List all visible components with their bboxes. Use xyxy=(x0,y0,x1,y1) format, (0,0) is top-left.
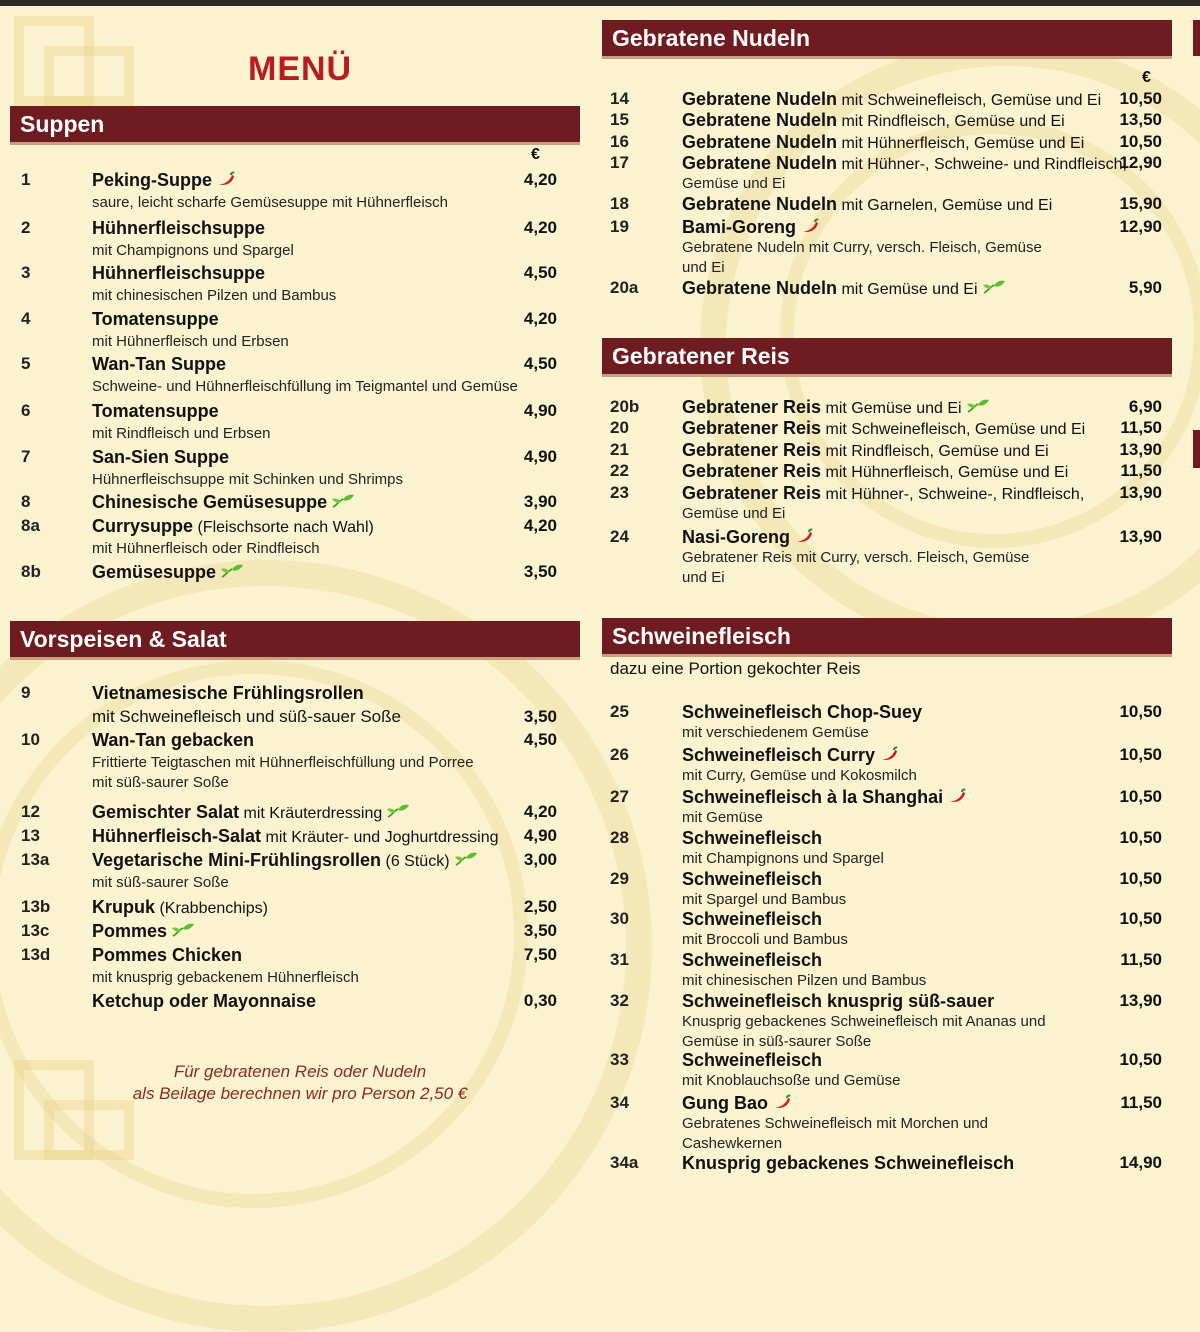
item-number: 16 xyxy=(610,132,629,151)
background-ornament xyxy=(44,1100,134,1160)
right-edge-marker xyxy=(1193,20,1200,56)
item-description: Frittierte Teigtaschen mit Hühnerfleischfüllung und Porree xyxy=(92,754,474,771)
item-title-line xyxy=(92,945,242,966)
item-number: 8b xyxy=(21,562,41,581)
item-number: 26 xyxy=(610,745,629,764)
item-number: 19 xyxy=(610,217,629,236)
item-name: Gebratene Nudeln xyxy=(682,278,838,298)
item-number: 32 xyxy=(610,991,629,1010)
item-price: 4,90 xyxy=(523,447,557,466)
item-number: 24 xyxy=(610,527,629,546)
item-name: Gebratene Nudeln xyxy=(682,89,838,109)
item-name: Bami-Goreng xyxy=(682,217,797,237)
item-price: 4,20 xyxy=(523,218,557,237)
item-description: Gebratene Nudeln mit Curry, versch. Fleisch, Gemüse xyxy=(682,239,1042,256)
item-name: Hühnerfleischsuppe xyxy=(92,218,266,238)
item-name: Ketchup oder Mayonnaise xyxy=(92,991,317,1011)
item-extra: mit Rindfleisch, Gemüse und Ei xyxy=(821,443,1049,460)
leaf-icon xyxy=(962,400,990,417)
item-price: 10,50 xyxy=(1119,89,1162,108)
item-title-line xyxy=(682,278,1006,299)
item-price: 4,50 xyxy=(523,730,557,749)
item-name: Gebratene Nudeln xyxy=(682,194,838,214)
item-number: 17 xyxy=(610,153,629,172)
item-extra: mit Schweinefleisch, Gemüse und Ei xyxy=(821,421,1086,438)
leaf-icon xyxy=(450,853,478,870)
item-price: 13,50 xyxy=(1119,110,1162,129)
item-price: 3,50 xyxy=(523,707,557,726)
item-number: 8 xyxy=(21,492,31,511)
item-number: 13c xyxy=(21,921,50,940)
item-extra: mit Kräuterdressing xyxy=(239,805,383,822)
item-description: mit Gemüse xyxy=(682,809,763,826)
item-title-line xyxy=(92,802,410,823)
item-price: 13,90 xyxy=(1119,440,1162,459)
item-price: 4,90 xyxy=(523,826,557,845)
item-name: Gebratener Reis xyxy=(682,418,822,438)
section-schwein xyxy=(602,618,1172,1187)
section-nudeln xyxy=(602,20,1172,310)
item-number: 22 xyxy=(610,461,629,480)
item-description: Hühnerfleischsuppe mit Schinken und Shrimps xyxy=(92,471,403,488)
item-name: San-Sien Suppe xyxy=(92,447,230,467)
item-name: Gebratene Nudeln xyxy=(682,110,838,130)
chili-icon xyxy=(768,1096,792,1113)
item-number: 13d xyxy=(21,945,51,964)
item-name: Gebratener Reis xyxy=(682,483,822,503)
item-extra: mit Gemüse und Ei xyxy=(821,400,962,417)
currency-label: € xyxy=(531,146,540,163)
item-description: saure, leicht scharfe Gemüsesuppe mit Hühnerfleisch xyxy=(92,194,449,211)
chili-icon xyxy=(790,530,814,547)
item-price: 4,90 xyxy=(523,401,557,420)
item-description: mit Hühnerfleisch und Erbsen xyxy=(92,333,289,350)
item-name: Gebratener Reis xyxy=(682,397,822,417)
item-title-line xyxy=(682,194,1052,215)
leaf-icon xyxy=(978,281,1006,298)
item-number: 20 xyxy=(610,418,629,437)
item-title-line xyxy=(682,1093,792,1114)
item-name: Gemüsesuppe xyxy=(92,562,217,582)
item-price: 3,50 xyxy=(523,921,557,940)
item-extra: mit Hühnerfleisch, Gemüse und Ei xyxy=(837,135,1085,152)
item-extra: mit Hühner-, Schweine-, Rindfleisch, xyxy=(821,486,1085,503)
item-price: 0,30 xyxy=(523,991,557,1010)
top-border xyxy=(0,0,1200,6)
item-title-line xyxy=(92,170,236,191)
item-price: 12,90 xyxy=(1119,217,1162,236)
item-title-line xyxy=(92,850,478,871)
item-name: Pommes xyxy=(92,921,168,941)
item-number: 18 xyxy=(610,194,629,213)
item-price: 7,50 xyxy=(523,945,557,964)
item-number: 4 xyxy=(21,309,31,328)
item-extra: (Krabbenchips) xyxy=(155,900,268,917)
item-description: mit süß-saurer Soße xyxy=(92,773,229,791)
item-description: Gemüse in süß-saurer Soße xyxy=(682,1032,872,1050)
item-number: 20a xyxy=(610,278,639,297)
item-description: mit chinesischen Pilzen und Bambus xyxy=(92,287,337,304)
item-title-line xyxy=(682,828,822,849)
item-number: 9 xyxy=(21,683,31,702)
item-name: Schweinefleisch Curry xyxy=(682,745,876,765)
item-name: Wan-Tan Suppe xyxy=(92,354,226,374)
item-extra: mit Gemüse und Ei xyxy=(837,281,978,298)
item-price: 11,50 xyxy=(1120,418,1162,437)
item-price: 11,50 xyxy=(1120,950,1162,969)
item-price: 3,00 xyxy=(523,850,557,869)
item-title-line xyxy=(682,461,1068,482)
section-heading: Suppen xyxy=(10,106,580,145)
item-title-line xyxy=(682,702,922,723)
item-price: 3,90 xyxy=(523,492,557,511)
item-name: Tomatensuppe xyxy=(92,309,219,329)
item-title-line xyxy=(682,440,1049,461)
item-name: Gung Bao xyxy=(682,1093,768,1113)
item-description: Cashewkernen xyxy=(682,1134,783,1152)
item-number: 13a xyxy=(21,850,50,869)
item-description: mit Broccoli und Bambus xyxy=(682,931,848,948)
leaf-icon xyxy=(216,565,244,582)
item-price: 10,50 xyxy=(1119,828,1162,847)
item-extra: mit Hühner-, Schweine- und Rindfleisch, xyxy=(837,156,1127,173)
item-name: Tomatensuppe xyxy=(92,401,219,421)
section-note: dazu eine Portion gekochter Reis xyxy=(610,659,861,678)
item-description: mit Curry, Gemüse und Kokosmilch xyxy=(682,767,917,784)
item-title-line xyxy=(682,483,1084,504)
item-number: 3 xyxy=(21,263,31,282)
item-extra: mit Kräuter- und Joghurtdressing xyxy=(261,829,499,846)
section-vorspeisen xyxy=(10,621,580,1021)
item-title-line xyxy=(92,826,499,847)
right-edge-marker xyxy=(1193,430,1200,468)
item-title-line xyxy=(92,447,229,468)
item-name: Hühnerfleischsuppe xyxy=(92,263,266,283)
chili-icon xyxy=(212,173,236,190)
item-price: 2,50 xyxy=(523,897,557,916)
item-title-line xyxy=(682,217,820,238)
item-number: 8a xyxy=(21,516,40,535)
item-name: Schweinefleisch à la Shanghai xyxy=(682,787,944,807)
item-number: 15 xyxy=(610,110,629,129)
item-name: Gebratene Nudeln xyxy=(682,153,838,173)
item-extra: mit Rindfleisch, Gemüse und Ei xyxy=(837,113,1065,130)
item-price: 4,50 xyxy=(523,354,557,373)
item-name: Chinesische Gemüsesuppe xyxy=(92,492,328,512)
item-price: 11,50 xyxy=(1120,1093,1162,1112)
item-title-line xyxy=(92,492,355,513)
item-description: Gebratenes Schweinefleisch mit Morchen und xyxy=(682,1115,988,1132)
item-description: mit Rindfleisch und Erbsen xyxy=(92,425,271,442)
item-title-line xyxy=(682,1153,1014,1174)
section-heading: Schweinefleisch xyxy=(602,618,1172,657)
item-title-line xyxy=(92,562,244,583)
item-price: 4,20 xyxy=(523,802,557,821)
item-price: 10,50 xyxy=(1119,869,1162,888)
item-description: Schweine- und Hühnerfleischfüllung im Teigmantel und Gemüse xyxy=(92,378,518,395)
item-price: 10,50 xyxy=(1119,787,1162,806)
item-title-line xyxy=(92,354,226,375)
chili-icon xyxy=(943,790,967,807)
item-name: Schweinefleisch xyxy=(682,909,823,929)
item-description: mit Champignons und Spargel xyxy=(682,850,884,867)
chili-icon xyxy=(875,748,899,765)
item-title-line xyxy=(682,909,822,930)
item-number: 30 xyxy=(610,909,629,928)
item-name: Schweinefleisch xyxy=(682,828,823,848)
item-price: 5,90 xyxy=(1128,278,1162,297)
item-description: mit knusprig gebackenem Hühnerfleisch xyxy=(92,969,359,986)
item-name: Nasi-Goreng xyxy=(682,527,791,547)
item-title-line xyxy=(682,1050,822,1071)
item-price: 11,50 xyxy=(1120,461,1162,480)
item-title-line xyxy=(682,418,1085,439)
item-number: 13b xyxy=(21,897,51,916)
item-price: 10,50 xyxy=(1119,909,1162,928)
leaf-icon xyxy=(327,495,355,512)
page-title: MENÜ xyxy=(248,50,353,88)
item-name: Gebratener Reis xyxy=(682,440,822,460)
item-number: 33 xyxy=(610,1050,629,1069)
item-title-line xyxy=(682,745,899,766)
item-number: 29 xyxy=(610,869,629,888)
item-price: 4,50 xyxy=(523,263,557,282)
item-price: 6,90 xyxy=(1128,397,1162,416)
item-price: 4,20 xyxy=(523,170,557,189)
item-price: 4,20 xyxy=(523,516,557,535)
footnote-line: Für gebratenen Reis oder Nudeln xyxy=(173,1062,427,1081)
item-name: Schweinefleisch xyxy=(682,950,823,970)
item-description: mit verschiedenem Gemüse xyxy=(682,724,869,741)
leaf-icon xyxy=(382,805,410,822)
section-reis xyxy=(602,338,1172,598)
leaf-icon xyxy=(167,924,195,941)
item-title-line xyxy=(682,89,1101,110)
item-price: 10,50 xyxy=(1119,745,1162,764)
item-extra: mit Schweinefleisch, Gemüse und Ei xyxy=(837,92,1102,109)
item-title-line xyxy=(682,787,967,808)
item-extra: (Fleischsorte nach Wahl) xyxy=(193,519,374,536)
item-title-line xyxy=(682,991,994,1012)
item-price: 4,20 xyxy=(523,309,557,328)
item-number: 34 xyxy=(610,1093,629,1112)
item-title-line xyxy=(682,110,1065,131)
background-ornament xyxy=(44,46,134,106)
item-description: Gemüse und Ei xyxy=(682,505,786,522)
item-name: Krupuk xyxy=(92,897,155,917)
item-description: mit süß-saurer Soße xyxy=(92,874,229,891)
item-name: Schweinefleisch Chop-Suey xyxy=(682,702,923,722)
item-extra: mit Hühnerfleisch, Gemüse und Ei xyxy=(821,464,1069,481)
item-description: Gebratener Reis mit Curry, versch. Fleisch, Gemüse xyxy=(682,549,1030,566)
item-title-line xyxy=(92,730,254,751)
item-number: 21 xyxy=(610,440,629,459)
item-name: Gebratener Reis xyxy=(682,461,822,481)
item-number: 23 xyxy=(610,483,629,502)
item-number: 2 xyxy=(21,218,31,237)
item-price: 14,90 xyxy=(1119,1153,1162,1172)
section-suppen xyxy=(10,106,580,586)
item-name: Hühnerfleisch-Salat xyxy=(92,826,262,846)
item-name: Knusprig gebackenes Schweinefleisch xyxy=(682,1153,1015,1173)
item-title-line xyxy=(92,309,219,330)
item-title-line xyxy=(92,921,195,942)
item-name: Gebratene Nudeln xyxy=(682,132,838,152)
item-number: 25 xyxy=(610,702,629,721)
item-number: 7 xyxy=(21,447,31,466)
item-price: 13,90 xyxy=(1119,527,1162,546)
item-description: Knusprig gebackenes Schweinefleisch mit Ananas und xyxy=(682,1013,1046,1030)
item-name: Schweinefleisch xyxy=(682,869,823,889)
item-title-line xyxy=(682,153,1127,174)
item-price: 13,90 xyxy=(1119,483,1162,502)
item-title-line xyxy=(682,397,990,418)
item-number: 1 xyxy=(21,170,31,189)
item-description: und Ei xyxy=(682,258,725,276)
item-title-line xyxy=(92,991,316,1012)
item-number: 14 xyxy=(610,89,629,108)
item-number: 13 xyxy=(21,826,40,845)
item-name: Vegetarische Mini-Frühlingsrollen xyxy=(92,850,382,870)
item-price: 13,90 xyxy=(1119,991,1162,1010)
footnote-line: als Beilage berechnen wir pro Person 2,50 € xyxy=(132,1084,468,1103)
item-title-line xyxy=(92,218,265,239)
item-number: 28 xyxy=(610,828,629,847)
item-title-line xyxy=(682,950,822,971)
item-name: Pommes Chicken xyxy=(92,945,243,965)
item-price: 15,90 xyxy=(1119,194,1162,213)
item-extra: mit Schweinefleisch und süß-sauer Soße xyxy=(92,707,401,726)
item-name: Schweinefleisch knusprig süß-sauer xyxy=(682,991,995,1011)
chili-icon xyxy=(796,220,820,237)
section-heading: Gebratener Reis xyxy=(602,338,1172,377)
item-description: mit chinesischen Pilzen und Bambus xyxy=(682,972,927,989)
item-number: 27 xyxy=(610,787,629,806)
item-title-line xyxy=(92,683,364,704)
item-price: 12,90 xyxy=(1119,153,1162,172)
item-title-line xyxy=(92,516,374,537)
item-price: 10,50 xyxy=(1119,1050,1162,1069)
item-description: mit Spargel und Bambus xyxy=(682,891,847,908)
section-heading: Gebratene Nudeln xyxy=(602,20,1172,59)
section-heading: Vorspeisen & Salat xyxy=(10,621,580,660)
item-name: Wan-Tan gebacken xyxy=(92,730,255,750)
item-price: 10,50 xyxy=(1119,132,1162,151)
item-description: und Ei xyxy=(682,568,725,586)
item-number: 31 xyxy=(610,950,629,969)
item-name: Gemischter Salat xyxy=(92,802,240,822)
item-title-line xyxy=(92,263,265,284)
item-description: Gemüse und Ei xyxy=(682,175,786,192)
item-number: 10 xyxy=(21,730,40,749)
item-name: Peking-Suppe xyxy=(92,170,213,190)
item-title-line xyxy=(92,897,268,918)
item-price: 3,50 xyxy=(523,562,557,581)
item-number: 6 xyxy=(21,401,31,420)
item-title-line xyxy=(92,707,401,727)
item-title-line xyxy=(682,527,814,548)
item-number: 34a xyxy=(610,1153,639,1172)
item-number: 20b xyxy=(610,397,640,416)
item-price: 10,50 xyxy=(1119,702,1162,721)
item-name: Vietnamesische Frühlingsrollen xyxy=(92,683,364,703)
item-title-line xyxy=(682,132,1084,153)
item-description: mit Knoblauchsoße und Gemüse xyxy=(682,1072,901,1089)
item-extra: mit Garnelen, Gemüse und Ei xyxy=(837,197,1053,214)
footnote xyxy=(60,1061,540,1105)
item-description: mit Hühnerfleisch oder Rindfleisch xyxy=(92,540,320,557)
item-number: 12 xyxy=(21,802,40,821)
item-name: Currysuppe xyxy=(92,516,194,536)
item-description: mit Champignons und Spargel xyxy=(92,242,294,259)
item-name: Schweinefleisch xyxy=(682,1050,823,1070)
item-number: 5 xyxy=(21,354,31,373)
item-title-line xyxy=(92,401,219,422)
item-extra: (6 Stück) xyxy=(381,853,450,870)
currency-label: € xyxy=(1142,69,1151,86)
item-title-line xyxy=(682,869,822,890)
